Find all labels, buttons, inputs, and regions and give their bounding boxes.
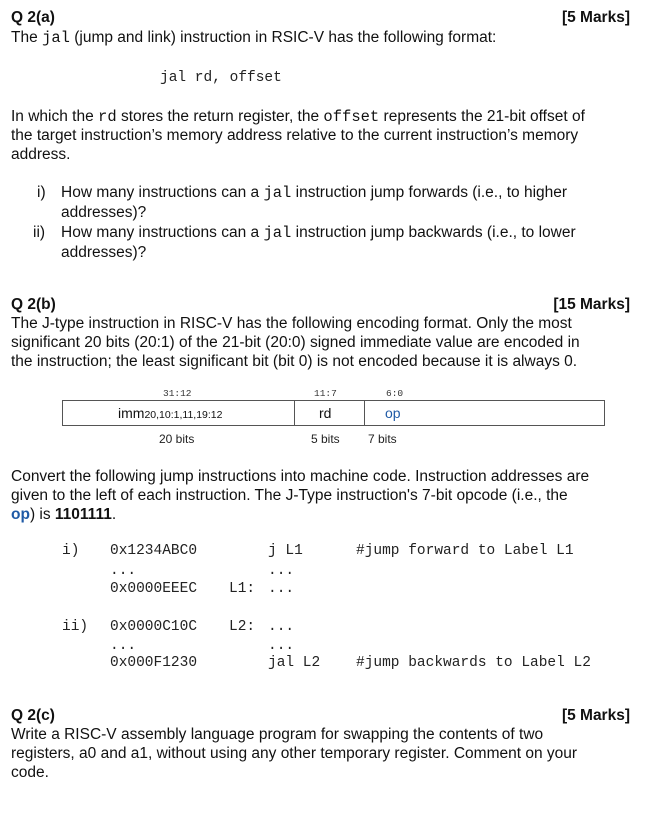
q2a-desc-line2: the target instruction’s memory address relative to the current instruction’s memory [11,127,579,144]
q2b-para-line3: the instruction; the least significant bit (bit 0) is not encoded because it is always 0. [11,353,578,370]
width-op: 7 bits [368,432,397,446]
q2c-line3: code. [11,764,49,781]
opcode-value: 1101111 [54,506,112,523]
width-rd: 5 bits [311,432,340,446]
code-i-addr2: 0x0000EEEC [110,581,198,597]
code-i-comment1: #jump forward to Label L1 [356,543,574,559]
encoding-table [62,400,605,426]
bits-imm: 31:12 [163,388,192,399]
width-imm: 20 bits [159,432,195,446]
code-ii-num: ii) [62,619,89,635]
q2a-desc-line3: address. [11,146,71,163]
code-ii-comment2: #jump backwards to Label L2 [356,655,591,671]
q2a-desc-line1: In which the rd stores the return register, the offset represents the 21-bit offset of [11,108,585,126]
field-op: op [385,405,401,421]
code-ii-dots: ... [268,638,295,654]
q2a-sub-ii-num: ii) [33,224,46,241]
code-ii-dots: ... [110,638,137,654]
code-ii-label-L2: L2: [229,619,256,635]
jal-format: jal rd, offset [160,70,282,86]
q2a-marks: [5 Marks] [561,9,630,26]
code-i-dots: ... [268,563,295,579]
q2a-sub-ii: How many instructions can a jal instruction jump backwards (i.e., to lower [61,224,576,242]
q2c-line2: registers, a0 and a1, without using any other temporary register. Comment on your [11,745,578,762]
op-label: op [11,506,30,523]
code-ii-addr2: 0x000F1230 [110,655,198,671]
divider [294,401,295,425]
q2b-header: Q 2(b) [11,296,56,313]
q2b-marks: [15 Marks] [553,296,630,313]
code-ii-addr1: 0x0000C10C [110,619,198,635]
q2b-para-line2: significant 20 bits (20:1) of the 21-bit (20:0) signed immediate value are encoded in [11,334,580,351]
q2b-para-line1: The J-type instruction in RISC-V has the following encoding format. Only the most [11,315,572,332]
field-rd: rd [319,405,332,421]
divider [364,401,365,425]
code-i-dots: ... [110,563,137,579]
q2b-convert-line2: given to the left of each instruction. The J-Type instruction's 7-bit opcode (i.e., the [11,487,568,504]
code-ii-instr1: ... [268,619,295,635]
code-ii-instr2: jal L2 [268,655,321,671]
q2c-marks: [5 Marks] [561,707,630,724]
field-imm: imm20,10:1,11,19:12 [118,405,223,421]
code-offset: offset [323,108,380,126]
code-jal: jal [42,29,70,47]
q2a-sub-i: How many instructions can a jal instruction jump forwards (i.e., to higher [61,184,568,202]
q2c-line1: Write a RISC-V assembly language program for swapping the contents of two [11,726,544,743]
bits-rd: 11:7 [314,388,337,399]
q2a-sub-i-num: i) [37,184,46,201]
code-rd: rd [98,108,117,126]
code-i-num: i) [62,543,80,559]
code-i-instr2: ... [268,581,295,597]
code-i-instr1: j L1 [268,543,303,559]
q2a-sub-ii-line2: addresses)? [61,244,147,261]
q2b-convert-line3: op) is 1101111. [11,506,117,523]
q2c-header: Q 2(c) [11,707,55,724]
code-i-addr1: 0x1234ABC0 [110,543,198,559]
q2a-intro: The jal (jump and link) instruction in RSIC-V has the following format: [11,29,497,47]
q2a-header: Q 2(a) [11,9,55,26]
code-i-label-L1: L1: [229,581,256,597]
q2a-sub-i-line2: addresses)? [61,204,147,221]
q2b-convert-line1: Convert the following jump instructions into machine code. Instruction addresses are [11,468,590,485]
bits-op: 6:0 [386,388,404,399]
